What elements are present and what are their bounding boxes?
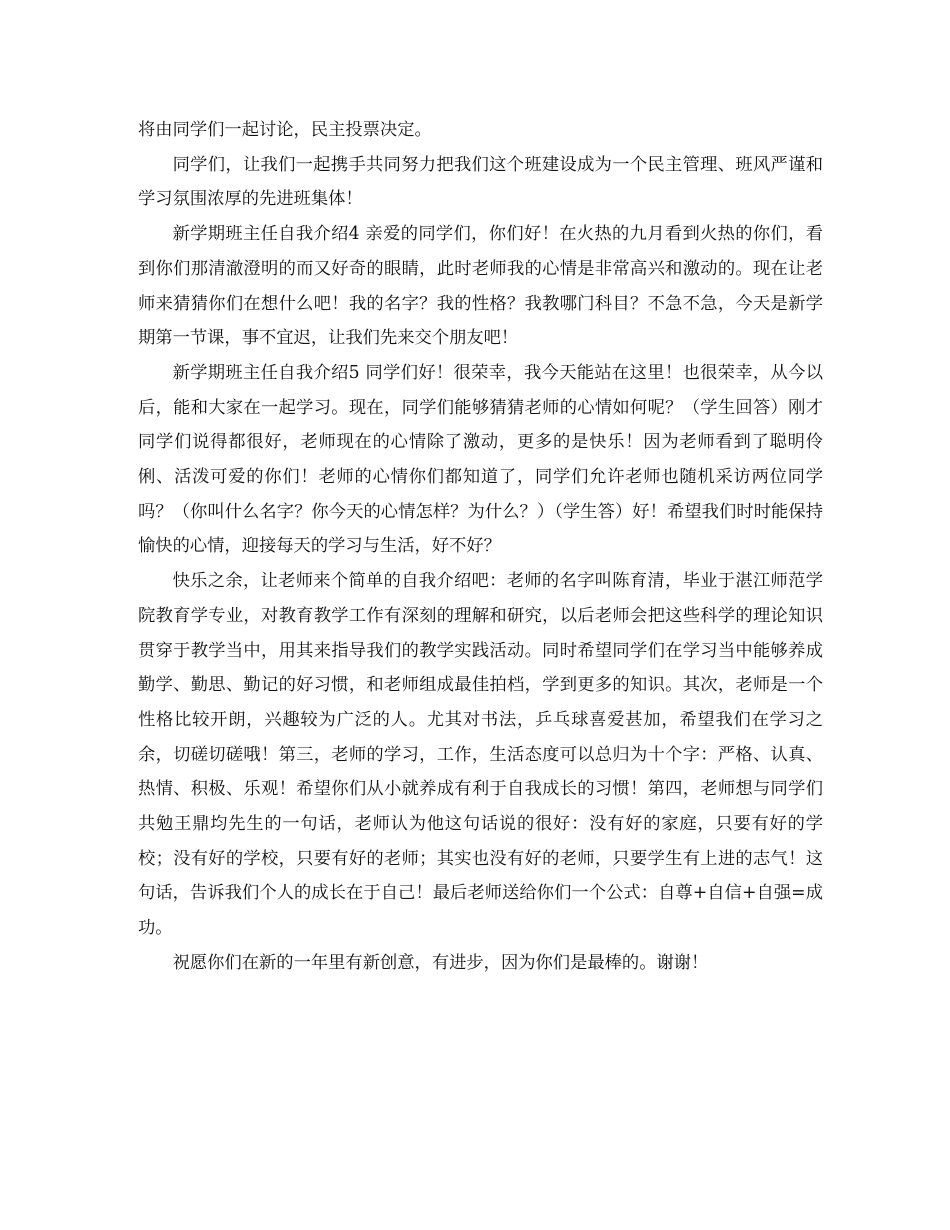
- paragraph-class-goal: 同学们，让我们一起携手共同努力把我们这个班建设成为一个民主管理、班风严谨和学习氛围浓厚的先进班集体！: [138, 154, 823, 210]
- paragraph-intro-5: 新学期班主任自我介绍5 同学们好！很荣幸，我今天能站在这里！也很荣幸，从今以后，能和大家在一起学习。现在，同学们能够猜猜老师的心情如何呢？（学生回答）刚才同学们说得都很好，老师现在的心情除了激动，更多的是快乐！因为老师看到了聪明伶俐、活泼可爱的你们！老师的心情你们都知道了，同学们允许老师也随机采访两位同学吗？（你叫什么名字？你今天的心情怎样？为什么？）（学生答）好！希望我们时时能保持愉快的心情，迎接每天的学习与生活，好不好？: [138, 362, 823, 557]
- paragraph-intro-4: 新学期班主任自我介绍4 亲爱的同学们，你们好！在火热的九月看到火热的你们，看到你们那清澈澄明的而又好奇的眼睛，此时老师我的心情是非常高兴和激动的。现在让老师来猜猜你们在想什么吧！我的名字？我的性格？我教哪门科目？不急不急，今天是新学期第一节课，事不宜迟，让我们先来交个朋友吧！: [138, 224, 823, 349]
- paragraph-continued: 将由同学们一起讨论，民主投票决定。: [138, 120, 432, 140]
- paragraph-self-introduction: 快乐之余，让老师来个简单的自我介绍吧：老师的名字叫陈育清，毕业于湛江师范学院教育学专业，对教育教学工作有深刻的理解和研究，以后老师会把这些科学的理论知识贯穿于教学当中，用其来指导我们的教学实践活动。同时希望同学们在学习当中能够养成勤学、勤思、勤记的好习惯，和老师组成最佳拍档，学到更多的知识。其次，老师是一个性格比较开朗，兴趣较为广泛的人。尤其对书法，乒乓球喜爱甚加，希望我们在学习之余，切磋切磋哦！第三，老师的学习，工作，生活态度可以总归为十个字：严格、认真、热情、积极、乐观！希望你们从小就养成有利于自我成长的习惯！第四，老师想与同学们共勉王鼎均先生的一句话，老师认为他这句话说的很好：没有好的家庭，只要有好的学校；没有好的学校，只要有好的老师；其实也没有好的老师，只要学生有上进的志气！这句话，告诉我们个人的成长在于自己！最后老师送给你们一个公式：自尊+自信+自强=成功。: [138, 571, 823, 939]
- paragraph-closing: 祝愿你们在新的一年里有新创意，有进步，因为你们是最棒的。谢谢！: [172, 952, 709, 973]
- document-body: [138, 113, 823, 981]
